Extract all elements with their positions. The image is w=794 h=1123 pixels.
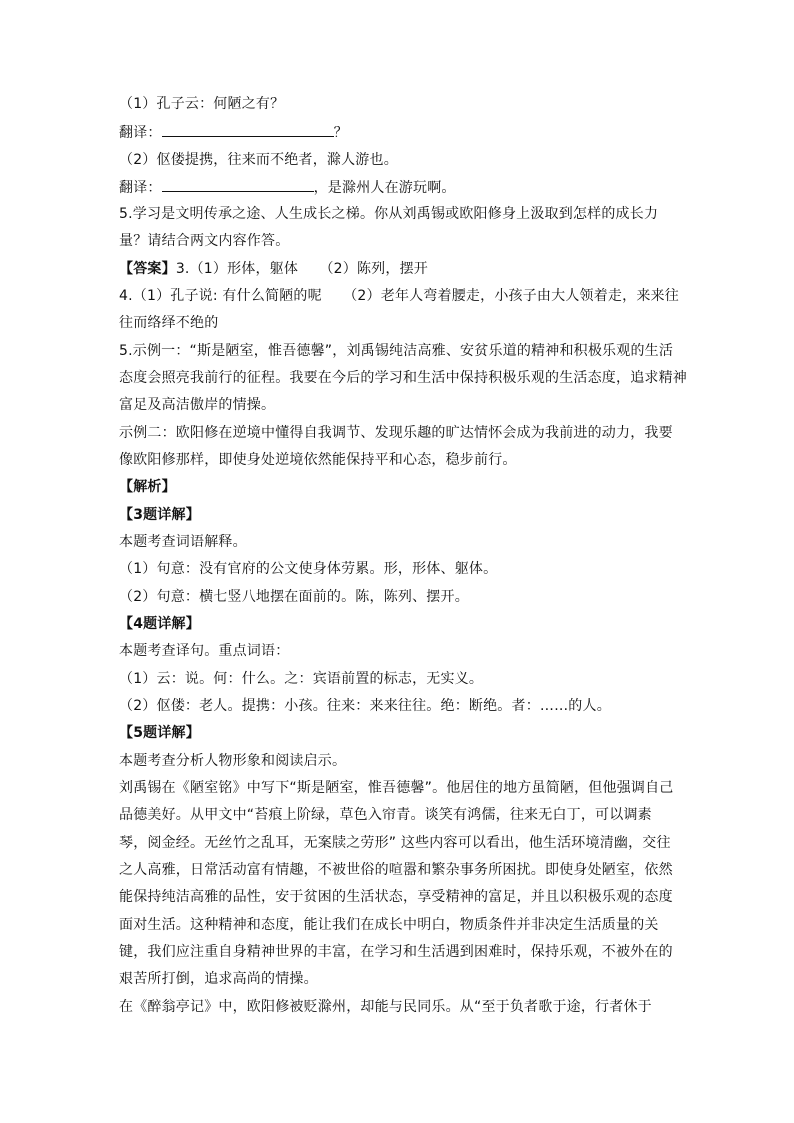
analysis-text: 品德美好。从甲文中“苔痕上阶绿，草色入帘青。谈笑有鸿儒，往来无白丁，可以调素	[119, 807, 652, 823]
analysis-text: 能保持纯洁高雅的品性，安于贫困的生活状态，享受精神的富足，并且以积极乐观的态度	[119, 889, 673, 905]
question-text: 5.学习是文明传承之途、人生成长之梯。你从刘禹锡或欧阳修身上汲取到怎样的成长力	[119, 206, 659, 222]
analysis-text: （2）句意：横七竖八地摆在面前的。陈，陈列、摆开。	[119, 589, 469, 605]
analysis-text: （1）句意：没有官府的公文使身体劳累。形，形体、躯体。	[119, 561, 498, 577]
answer-text: 3.（1）形体，躯体 （2）陈列，摆开	[175, 261, 428, 277]
answer-text: 往而络绎不绝的	[119, 315, 219, 331]
q3-heading: 【3题详解】	[119, 507, 200, 523]
answer-line	[119, 259, 679, 279]
translation-blank-line	[119, 177, 679, 197]
analysis-text: 琴，阅金经。无丝竹之乱耳，无案牍之劳形” 这些内容可以看出，他生活环境清幽，交往	[119, 835, 671, 851]
translate-label: 翻译：	[119, 125, 162, 141]
answer-tag: 【答案】	[119, 261, 176, 277]
q5-heading: 【5题详解】	[119, 725, 200, 741]
question-text: （1）孔子云：何陋之有？	[119, 96, 285, 112]
answer-text: 5.示例一：“斯是陋室，惟吾德馨”，刘禹锡纯洁高雅、安贫乐道的精神和积极乐观的生活	[119, 343, 674, 359]
answer-text: 态度会照亮我前行的征程。我要在今后的学习和生活中保持积极乐观的生活态度，追求精神	[119, 370, 687, 386]
translation-blank-line	[119, 122, 679, 142]
analysis-text: 在《醉翁亭记》中，欧阳修被贬滁州，却能与民同乐。从“至于负者歌于途，行者休于	[119, 999, 652, 1015]
analysis-text: 之人高雅，日常活动富有情趣，不被世俗的喧嚣和繁杂事务所困扰。即使身处陋室，依然	[119, 862, 673, 878]
analysis-text: 本题考查译句。重点词语：	[119, 643, 290, 659]
translate-suffix: ？	[333, 125, 348, 141]
question-text: （2）伛偻提携，往来而不绝者，滁人游也。	[119, 152, 398, 168]
translate-suffix: ，是滁州人在游玩啊。	[313, 180, 456, 196]
answer-text: 富足及高洁傲岸的情操。	[119, 397, 276, 413]
answer-text: 像欧阳修那样，即使身处逆境依然能保持平和心态，稳步前行。	[119, 452, 517, 468]
answer-text: 示例二：欧阳修在逆境中懂得自我调节、发现乐趣的旷达情怀会成为我前进的动力，我要	[119, 425, 673, 441]
analysis-text: 本题考查词语解释。	[119, 534, 247, 550]
analysis-text: 面对生活。这种精神和态度，能让我们在成长中明白，物质条件并非决定生活质量的关	[119, 917, 659, 933]
analysis-text: 刘禹锡在《陋室铭》中写下“斯是陋室，惟吾德馨”。他居住的地方虽简陋，但他强调自己	[119, 780, 674, 796]
answer-text: 4.（1）孔子说: 有什么简陋的呢 （2）老年人弯着腰走，小孩子由大人领着走，来来往	[119, 288, 679, 304]
analysis-text: 艰苦所打倒，追求高尚的情操。	[119, 971, 318, 987]
answer-blank[interactable]	[162, 177, 314, 192]
analysis-text: （2）伛偻：老人。提携：小孩。往来：来来往往。绝：断绝。者：……的人。	[119, 698, 611, 714]
answer-blank[interactable]	[162, 122, 334, 137]
translate-label: 翻译：	[119, 180, 162, 196]
analysis-text: 本题考查分析人物形象和阅读启示。	[119, 753, 347, 769]
q4-heading: 【4题详解】	[119, 616, 200, 632]
analysis-heading: 【解析】	[119, 479, 176, 495]
analysis-text: 键，我们应注重自身精神世界的丰富，在学习和生活遇到困难时，保持乐观，不被外在的	[119, 944, 673, 960]
question-text: 量？请结合两文内容作答。	[119, 233, 290, 249]
analysis-text: （1）云：说。何：什么。之：宾语前置的标志，无实义。	[119, 671, 484, 687]
